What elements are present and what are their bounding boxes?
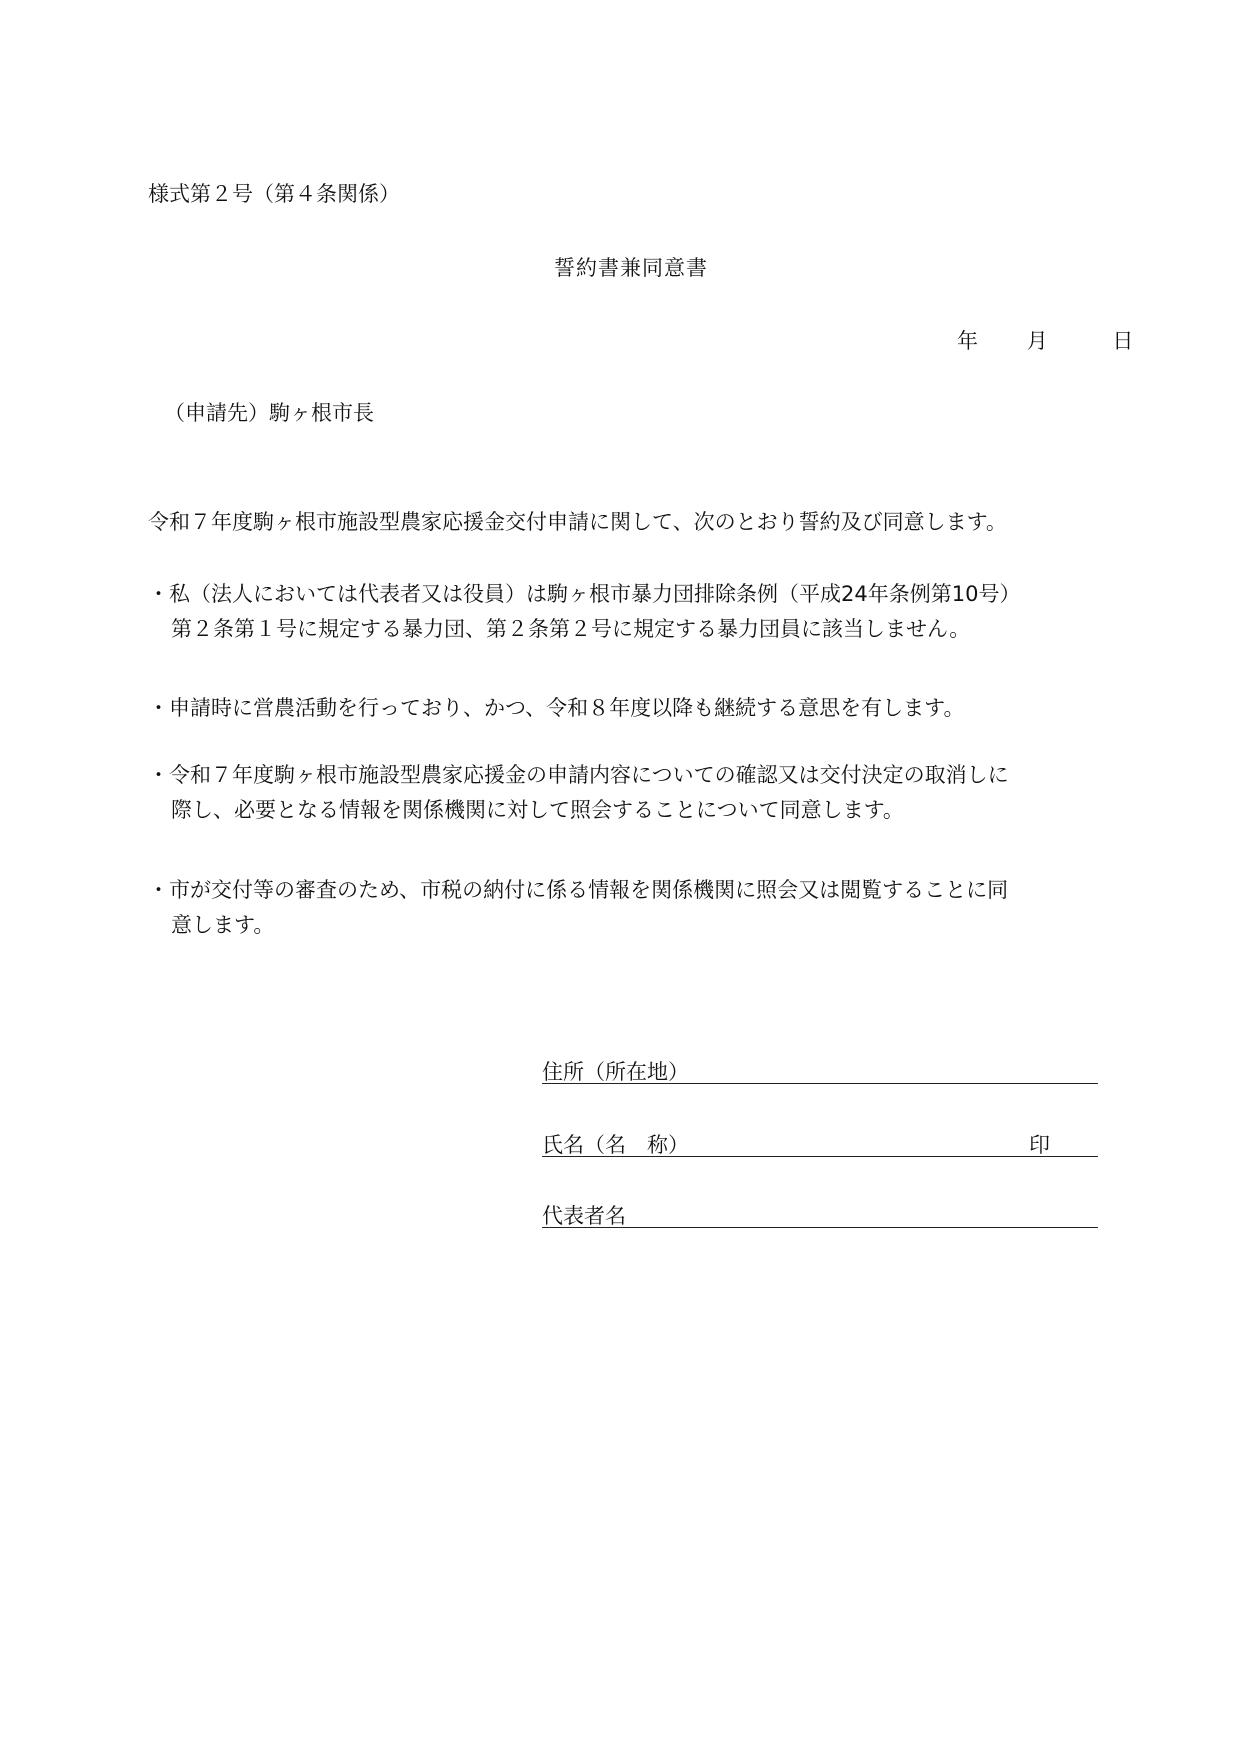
- pledge-item-line: ・令和７年度駒ヶ根市施設型農家応援金の申請内容についての確認又は交付決定の取消しに: [148, 763, 1009, 787]
- name-label: 氏名（名 称）: [542, 1133, 689, 1157]
- address-label: 住所（所在地）: [542, 1060, 689, 1084]
- name-field[interactable]: [542, 1126, 1098, 1157]
- pledge-item-line: 際し、必要となる情報を関係機関に対して照会することについて同意します。: [171, 798, 904, 822]
- form-number: 様式第２号（第４条関係）: [148, 182, 400, 206]
- representative-field[interactable]: [542, 1197, 1098, 1228]
- pledge-item-tax-consent: [148, 880, 1008, 936]
- seal-mark: 印: [1029, 1133, 1050, 1157]
- representative-label: 代表者名: [542, 1204, 626, 1228]
- date-day: 日: [1112, 329, 1134, 353]
- date-month: 月: [1026, 329, 1048, 353]
- addressee: （申請先）駒ヶ根市長: [164, 401, 374, 425]
- pledge-item-line: 意します。: [171, 913, 275, 937]
- document-title: 誓約書兼同意書: [554, 256, 708, 280]
- pledge-item-line: 第２条第１号に規定する暴力団、第２条第２号に規定する暴力団員に該当しません。: [171, 617, 971, 641]
- pledge-item-antisocial: [148, 584, 1020, 640]
- pledge-item-farming: [148, 698, 964, 719]
- pledge-item-line: ・申請時に営農活動を行っており、かつ、令和８年度以降も継続する意思を有します。: [148, 696, 965, 720]
- intro-paragraph: 令和７年度駒ヶ根市施設型農家応援金交付申請に関して、次のとおり誓約及び同意します。: [148, 510, 1007, 534]
- date-year: 年: [957, 329, 978, 353]
- pledge-item-line: ・市が交付等の審査のため、市税の納付に係る情報を関係機関に照会又は閲覧することに同: [148, 878, 1009, 902]
- pledge-item-line: ・私（法人においては代表者又は役員）は駒ヶ根市暴力団排除条例（平成24年条例第10号）: [148, 582, 1021, 606]
- address-field[interactable]: [542, 1053, 1098, 1084]
- date-line: [957, 331, 1133, 352]
- pledge-item-inquiry-consent: [148, 765, 1009, 821]
